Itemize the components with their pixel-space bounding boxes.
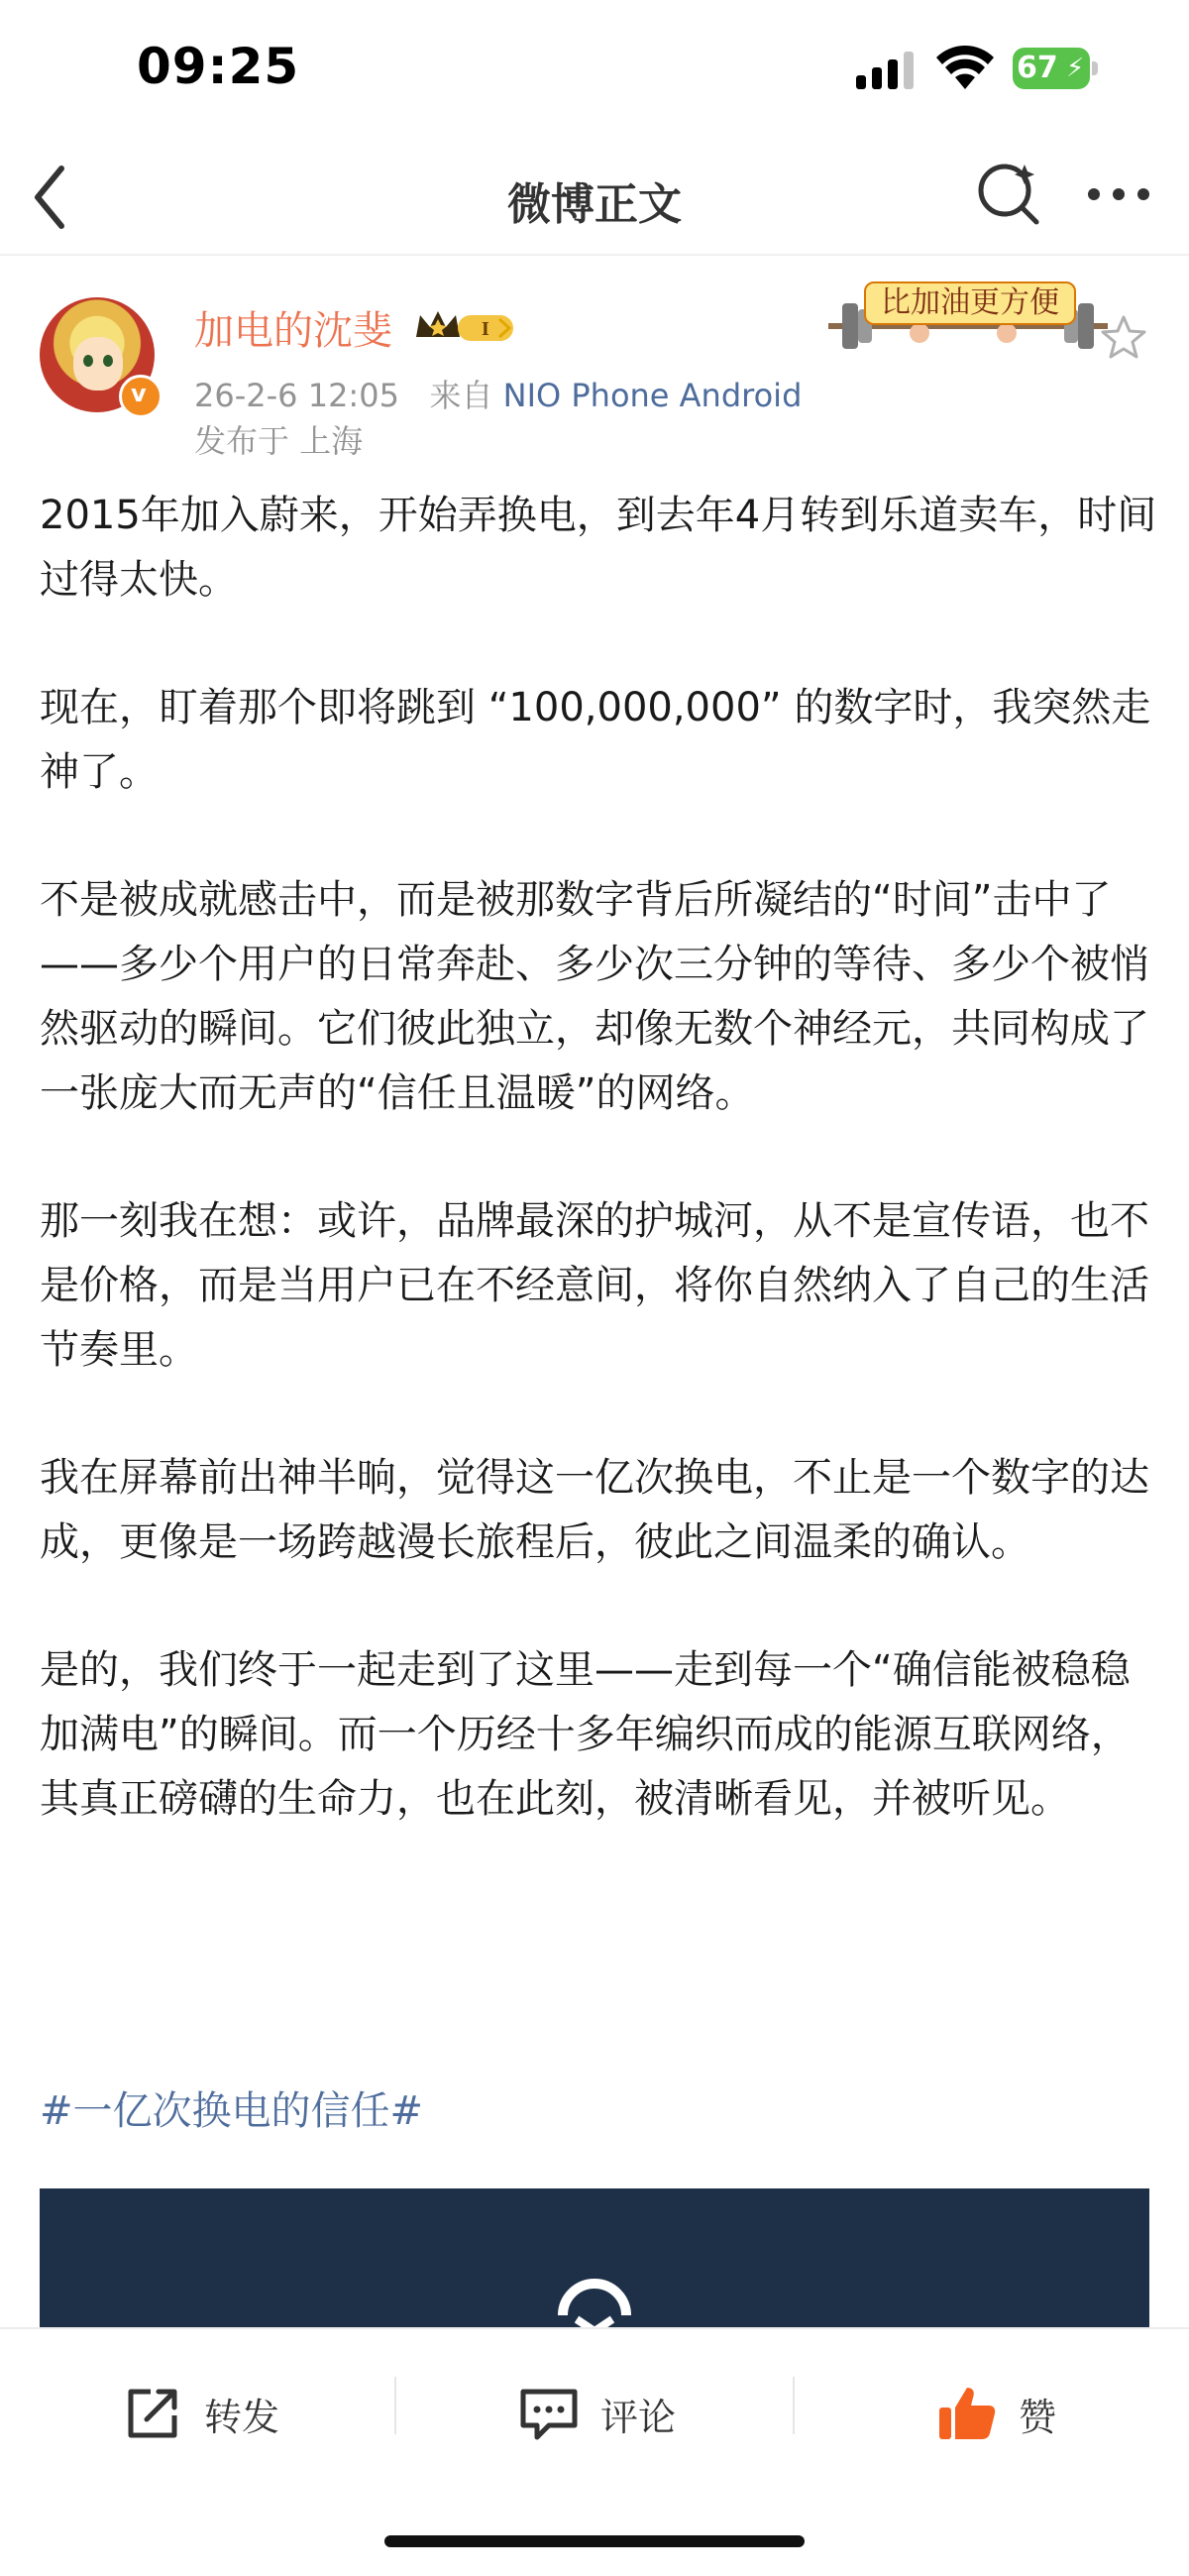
comment-button[interactable]: [517, 2379, 676, 2448]
like-button[interactable]: [935, 2379, 1056, 2448]
nio-logo-icon: [555, 2276, 634, 2327]
like-label: 赞: [1019, 2395, 1057, 2439]
wifi-icon: [935, 46, 995, 91]
source-prefix: 来自: [429, 377, 493, 414]
crown-level-badge-icon[interactable]: [414, 307, 517, 347]
divider: [793, 2377, 795, 2434]
post-body: [40, 484, 1159, 1895]
charging-bolt-icon: ⚡: [1066, 54, 1085, 83]
star-favorite-icon[interactable]: [1100, 313, 1147, 361]
post-paragraph: 2015年加入蔚来，开始弄换电，到去年4月转到乐道卖车，时间过得太快。: [40, 493, 1157, 603]
post-location: 发布于 上海: [194, 422, 364, 460]
status-bar: [0, 0, 1189, 139]
comment-icon: [517, 2382, 581, 2445]
author-name[interactable]: 加电的沈斐: [194, 308, 392, 354]
nav-bar: [0, 139, 1189, 256]
hashtag-link[interactable]: #一亿次换电的信任#: [40, 2088, 424, 2134]
post-timestamp: 26-2-6 12:05: [194, 377, 399, 414]
more-dots-icon[interactable]: [1084, 174, 1153, 214]
post-source[interactable]: NIO Phone Android: [502, 377, 803, 414]
home-indicator[interactable]: [384, 2535, 805, 2547]
status-time: 09:25: [137, 38, 300, 95]
comment-label: 评论: [600, 2395, 677, 2439]
share-icon: [121, 2382, 184, 2445]
divider: [394, 2377, 396, 2434]
post-paragraph: 现在，盯着那个即将跳到 “100,000,000” 的数字时，我突然走神了。: [40, 685, 1151, 795]
battery-icon: [1013, 48, 1100, 89]
post-paragraph: 那一刻我在想：或许，品牌最深的护城河，从不是宣传语，也不是价格，而是当用户已在不经意间，将你自然纳入了自己的生活节奏里。: [40, 1198, 1149, 1373]
thumbs-up-icon: [935, 2382, 999, 2445]
battery-percent: 67: [1017, 51, 1058, 85]
search-icon[interactable]: [975, 159, 1044, 228]
repost-button[interactable]: [121, 2379, 279, 2448]
post-paragraph: 我在屏幕前出神半晌，觉得这一亿次换电，不止是一个数字的达成，更像是一场跨越漫长旅程后，彼此之间温柔的确认。: [40, 1455, 1149, 1565]
page-title: 微博正文: [507, 179, 682, 230]
post-paragraph: 不是被成就感击中，而是被那数字背后所凝结的“时间”击中了——多少个用户的日常奔赴、多少次三分钟的等待、多少个被悄然驱动的瞬间。它们彼此独立，却像无数个神经元，共同构成了一张庞大而无声的“信任且温暖”的网络。: [40, 877, 1149, 1116]
cellular-signal-icon: [854, 50, 918, 91]
repost-label: 转发: [204, 2395, 280, 2439]
post-image[interactable]: [40, 2188, 1149, 2327]
post-meta: [194, 371, 802, 416]
post-paragraph: 是的，我们终于一起走到了这里——走到每一个“确信能被稳稳加满电”的瞬间。而一个历经十多年编织而成的能源互联网络，其真正磅礴的生命力，也在此刻，被清晰看见，并被听见。: [40, 1647, 1131, 1822]
verified-badge-icon: v: [119, 375, 162, 418]
svg-text:I: I: [482, 318, 489, 340]
decoration-label: 比加油更方便: [864, 281, 1076, 325]
